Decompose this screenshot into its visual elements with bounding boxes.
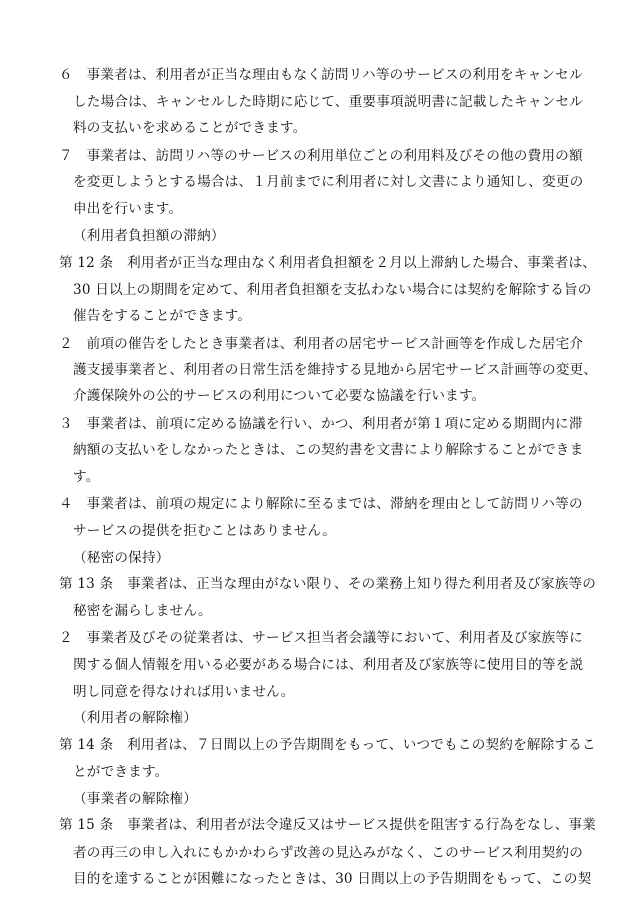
text-line: とができます。 (73, 764, 169, 780)
text-line: 30 日以上の期間を定めて、利用者負担額を支払わない場合には契約を解除する旨の (73, 282, 592, 298)
text-line: 催告をすることができます。 (73, 308, 252, 324)
article-heading-14: 第 14 条 利用者は、７日間以上の予告期間をもって、いつでもこの契約を解除するこ (59, 737, 596, 753)
text-line: 目的を達することが困難になったときは、30 日間以上の予告期間をもって、この契 (73, 871, 592, 887)
text-line: 納額の支払いをしなかったときは、この契約書を文書により解除することができま (73, 442, 584, 458)
text-line: ２ 事業者及びその従業者は、サービス担当者会議等において、利用者及び家族等に (59, 630, 583, 646)
section-heading: （秘密の保持） (73, 550, 170, 566)
text-line: ７ 事業者は、訪問リハ等のサービスの利用単位ごとの利用料及びその他の費用の額 (59, 148, 583, 164)
section-heading: （事業者の解除権） (73, 791, 198, 807)
text-line: サービスの提供を拒むことはありません。 (73, 523, 336, 539)
text-line: 明し同意を得なければ用いません。 (73, 684, 295, 700)
text-line: 料の支払いを求めることができます。 (73, 120, 307, 136)
text-line: 介護保険外の公的サービスの利用について必要な協議を行います。 (73, 388, 486, 404)
text-line: 申出を行います。 (73, 201, 183, 217)
text-line: ３ 事業者は、前項に定める協議を行い、かつ、利用者が第１項に定める期間内に滞 (59, 416, 583, 432)
text-line: す。 (73, 469, 100, 485)
text-line: ２ 前項の催告をしたとき事業者は、利用者の居宅サービス計画等を作成した居宅介 (59, 336, 584, 352)
text-line: した場合は、キャンセルした時期に応じて、重要事項説明書に記載したキャンセル (73, 94, 584, 110)
article-heading-13: 第 13 条 事業者は、正当な理由がない限り、その業務上知り得た利用者及び家族等の (59, 576, 597, 592)
text-line: ６ 事業者は、利用者が正当な理由もなく訪問リハ等のサービスの利用をキャンセル (59, 67, 583, 83)
article-heading-12: 第 12 条 利用者が正当な理由なく利用者負担額を２月以上滞納した場合、事業者は、 (59, 255, 597, 271)
section-heading: （利用者負担額の滞納） (73, 228, 225, 244)
text-line: 者の再三の申し入れにもかかわらず改善の見込みがなく、このサービス利用契約の (73, 845, 584, 861)
text-line: ４ 事業者は、前項の規定により解除に至るまでは、滞納を理由として訪問リハ等の (59, 496, 583, 512)
text-line: を変更しようとする場合は、１月前までに利用者に対し文書により通知し、変更の (73, 174, 584, 190)
section-heading: （利用者の解除権） (73, 710, 198, 726)
text-line: 秘密を漏らしません。 (73, 603, 212, 619)
article-heading-15: 第 15 条 事業者は、利用者が法令違反又はサービス提供を阻害する行為をなし、事業 (59, 817, 597, 833)
text-line: 関する個人情報を用いる必要がある場合には、利用者及び家族等に使用目的等を説 (73, 657, 584, 673)
text-line: 護支援事業者と、利用者の日常生活を維持する見地から居宅サービス計画等の変更、 (73, 362, 598, 378)
